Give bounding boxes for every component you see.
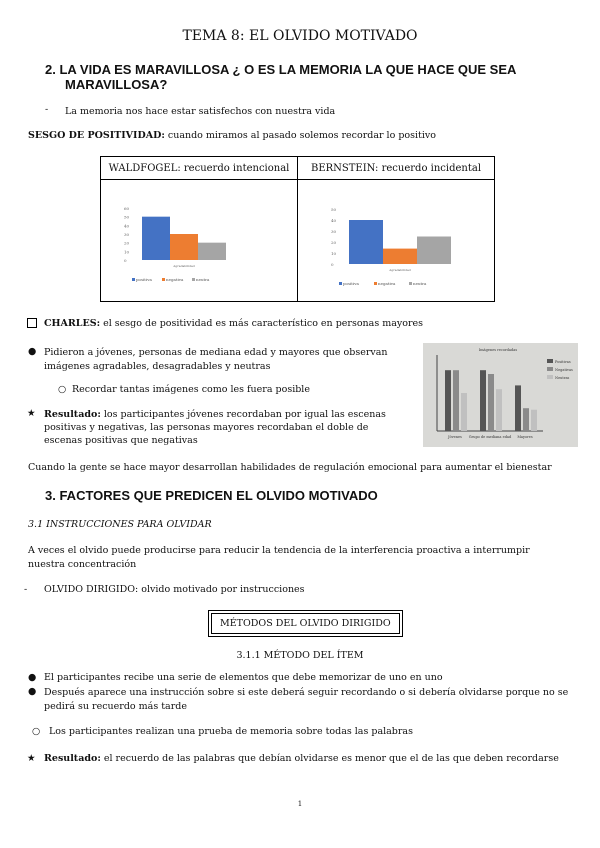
bar — [496, 389, 502, 431]
legend-swatch — [162, 278, 165, 281]
bullet-dash: - — [45, 104, 49, 115]
legend-swatch — [192, 278, 195, 281]
star-icon: ★ — [27, 753, 36, 764]
y-tick-label: 10 — [330, 251, 336, 256]
result-paragraph: Resultado: los participantes jóvenes recordaban por igual las escenas positivas y negativas, las personas mayores recordaban el doble de escenas positivas que negativas — [44, 409, 386, 446]
y-tick-label: 50 — [123, 214, 129, 220]
bar-positiva — [142, 217, 170, 260]
legend-label: negativa — [165, 277, 183, 282]
olvido-dirigido-text: OLVIDO DIRIGIDO: olvido motivado por instrucciones — [44, 584, 305, 595]
legend-swatch — [339, 282, 342, 285]
sub-bullet-text: Los participantes realizan una prueba de memoria sobre todas las palabras — [49, 726, 413, 737]
x-category-label: Grupo de mediana edad — [468, 435, 512, 439]
section-3-heading: 3. FACTORES QUE PREDICEN EL OLVIDO MOTIVADO — [45, 488, 378, 503]
subsection-heading: 3.1 INSTRUCCIONES PARA OLVIDAR — [28, 519, 212, 530]
sesgo-paragraph: SESGO DE POSITIVIDAD: cuando miramos al pasado solemos recordar lo positivo — [28, 130, 436, 141]
y-tick-label: 40 — [123, 223, 129, 229]
comparison-table — [100, 156, 495, 302]
bar — [515, 385, 521, 431]
bar — [531, 410, 537, 431]
y-tick-label: 0 — [123, 258, 127, 263]
subsection-heading: 3.1.1 MÉTODO DEL ÍTEM — [236, 650, 364, 661]
y-tick-label: 30 — [330, 229, 336, 234]
legend-label: neutra — [412, 281, 426, 286]
bar — [445, 370, 451, 431]
y-tick-label: 10 — [123, 249, 129, 255]
bar — [480, 370, 486, 431]
header-waldfogel: WALDFOGEL: recuerdo intencional — [101, 157, 298, 180]
legend-label: Negativas — [555, 368, 573, 372]
legend-label: positiva — [342, 281, 359, 286]
bullet-text: La memoria nos hace estar satisfechos con nuestra vida — [65, 106, 336, 117]
y-tick-label: 30 — [123, 232, 129, 237]
bar — [488, 374, 494, 431]
legend-swatch — [547, 375, 553, 379]
bar-neutra — [417, 237, 451, 265]
bullet-text: Pidieron a jóvenes, personas de mediana edad y mayores que observan imágenes agradables, desagradables y neutras — [44, 347, 388, 372]
bernstein-chart — [299, 180, 494, 298]
page-title: TEMA 8: EL OLVIDO MOTIVADO — [182, 28, 418, 44]
bar-negativa — [383, 249, 417, 264]
legend-swatch — [374, 282, 377, 285]
legend-swatch — [547, 367, 553, 371]
chart-title: Imágenes recordadas — [478, 348, 518, 352]
legend-label: Positivas — [555, 360, 571, 364]
result-paragraph: Resultado: el recuerdo de las palabras que debían olvidarse es menor que el de las que deben recordarse — [44, 753, 559, 764]
y-tick-label: 40 — [330, 218, 336, 223]
x-category-label: Mayores — [517, 435, 533, 439]
bar — [453, 370, 459, 431]
age-chart-photo — [423, 343, 578, 447]
legend-swatch — [409, 282, 412, 285]
closing-paragraph: Cuando la gente se hace mayor desarrollan habilidades de regulación emocional para aumentar el bienestar — [28, 462, 552, 473]
x-category-label: Agradabilidad — [388, 268, 411, 272]
section-2-heading: 2. LA VIDA ES MARAVILLOSA ¿ O ES LA MEMORIA LA QUE HACE QUE SEA MARAVILLOSA? — [45, 62, 517, 92]
charles-paragraph: CHARLES: el sesgo de positividad es más característico en personas mayores — [44, 318, 424, 329]
paragraph: A veces el olvido puede producirse para reducir la tendencia de la interferencia proactiva a interrumpir nuestra concentración — [28, 545, 530, 570]
y-tick-label: 0 — [330, 262, 334, 267]
bullet-text: Después aparece una instrucción sobre si este deberá seguir recordando o si debería olvidarse porque no se pedirá su recuerdo más tarde — [44, 687, 569, 712]
bullet-icon: ● — [28, 346, 37, 357]
bullet-icon: ● — [28, 686, 37, 697]
y-tick-label: 20 — [330, 240, 336, 245]
legend-label: neutra — [195, 277, 209, 282]
y-tick-label: 50 — [330, 207, 336, 212]
star-icon: ★ — [27, 408, 36, 419]
y-tick-label: 60 — [123, 206, 129, 211]
bar-negativa — [170, 234, 198, 260]
sub-bullet-text: Recordar tantas imágenes como les fuera posible — [72, 384, 310, 395]
bar-neutra — [198, 243, 226, 260]
bar-positiva — [349, 220, 383, 264]
x-category-label: Agradabilidad — [172, 264, 195, 268]
legend-label: positiva — [135, 277, 152, 282]
y-tick-label: 20 — [123, 240, 129, 246]
checkbox-icon — [27, 318, 37, 328]
bar — [461, 393, 467, 431]
page-number: 1 — [297, 800, 303, 808]
x-category-label: Jóvenes — [448, 435, 462, 439]
bullet-icon: ● — [28, 672, 37, 683]
circle-bullet-icon: ○ — [32, 726, 41, 737]
waldfogel-chart — [102, 180, 297, 298]
bar — [523, 408, 529, 431]
bullet-text: El participantes recibe una serie de elementos que debe memorizar de uno en uno — [44, 672, 443, 683]
legend-label: negativa — [377, 281, 395, 286]
circle-bullet-icon: ○ — [58, 384, 67, 395]
methods-box: MÉTODOS DEL OLVIDO DIRIGIDO — [211, 613, 400, 634]
legend-swatch — [547, 359, 553, 363]
legend-label: Neutras — [555, 376, 570, 380]
legend-swatch — [132, 278, 135, 281]
bullet-dash: - — [24, 584, 28, 595]
header-bernstein: BERNSTEIN: recuerdo incidental — [298, 157, 495, 180]
